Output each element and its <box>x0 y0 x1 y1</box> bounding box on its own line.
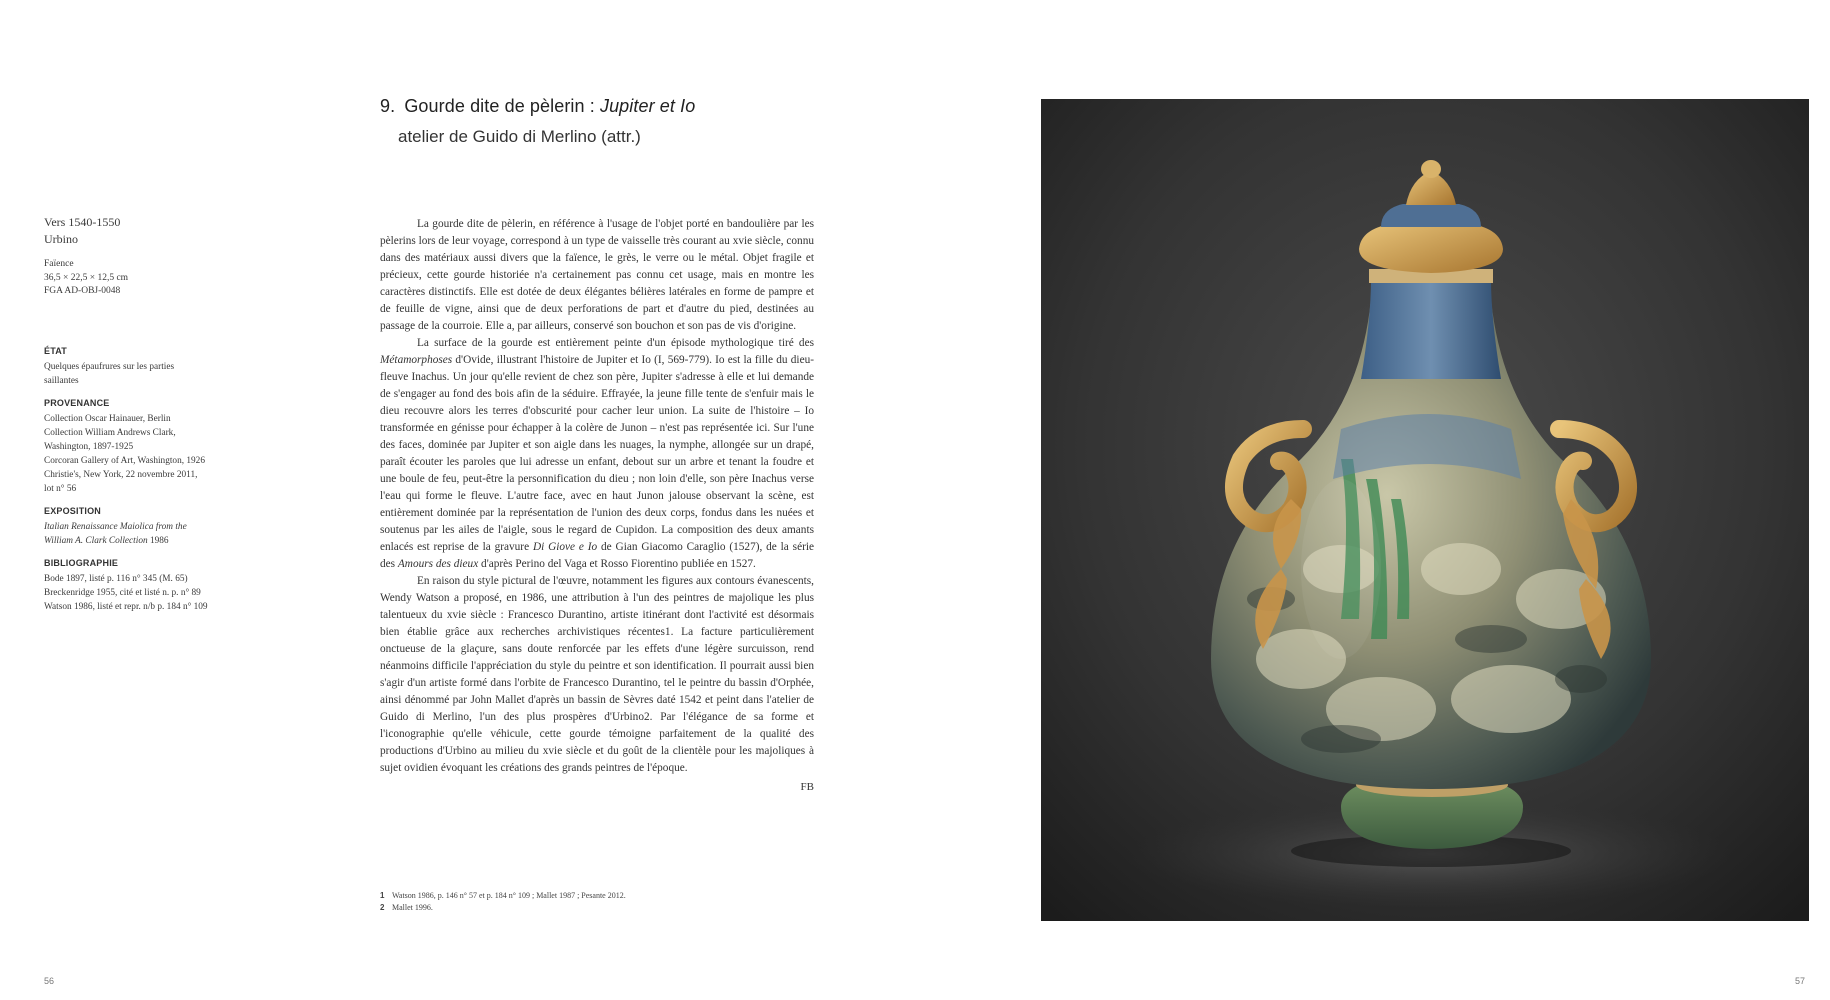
object-inventory: FGA AD-OBJ-0048 <box>44 286 121 296</box>
provenance-heading: PROVENANCE <box>44 397 110 408</box>
exposition-year: 1986 <box>147 535 169 546</box>
essay-body <box>380 216 814 796</box>
object-date: Vers 1540-1550 <box>44 215 121 229</box>
object-photograph <box>1041 99 1809 921</box>
entry-title-main: Gourde dite de pèlerin : <box>404 96 595 116</box>
entry-subtitle: atelier de Guido di Merlino (attr.) <box>398 127 641 146</box>
pilgrim-flask-image <box>1041 99 1809 921</box>
object-dimensions: 36,5 × 22,5 × 12,5 cm <box>44 272 129 283</box>
page-number-left: 56 <box>44 976 55 986</box>
entry-title-block <box>380 96 900 147</box>
entry-number: 9. <box>380 96 396 116</box>
bibliographie-heading: BIBLIOGRAPHIE <box>44 557 119 568</box>
provenance-item: Corcoran Gallery of Art, Washington, 1926 <box>44 455 205 466</box>
bibliography-item: Watson 1986, listé et repr. n/b p. 184 n° 109 <box>44 601 208 612</box>
entry-title <box>380 96 900 117</box>
bibliography-item: Breckenridge 1955, cité et listé n. p. n° 89 <box>44 587 201 598</box>
essay-paragraph-1: La gourde dite de pèlerin, en référence à l'usage de l'objet porté en bandoulière par les pèlerins lors de leur voyage, correspond à un type de vaisselle très courant au xvie siècle, connu dans des matériaux aussi divers que la faïence, le grès, le verre ou le métal. Objet fragile et précieux, cette gourde historiée n'a certainement pas connu cet usage, mais en montre les caractères distinctifs. Elle est dotée de deux élégantes bélières latérales en forme de pampre et de feuille de vigne, ainsi que de deux perforations de part et d'autre du pied, destinées au passage de la courroie. Elle a, par ailleurs, conservé son bouchon et son pas de vis d'origine. <box>380 218 814 332</box>
author-initials: FB <box>800 781 814 793</box>
provenance-item: Collection Oscar Hainauer, Berlin <box>44 413 171 424</box>
object-material: Faïence <box>44 259 74 269</box>
page-number-right: 57 <box>1795 976 1806 986</box>
bibliography-item: Bode 1897, listé p. 116 n° 345 (M. 65) <box>44 573 188 584</box>
essay-paragraph-3: En raison du style pictural de l'œuvre, notamment les figures aux contours évanescents, Wendy Watson a proposé, en 1986, une attribution à l'un des peintres de majolique les plus talentueux du xvie siècle : Francesco Durantino, artiste itinérant dont l'activité est désormais bien établie grâce aux recherches archivistiques récentes1. La facture particulièrement onctueuse de la glaçure, sans doute renforcée par les effets d'une légère surcuisson, rend néanmoins difficile l'appréciation du style du peintre et son identification. Il pourrait aussi bien s'agir d'un artiste formé dans l'orbite de Francesco Durantino, tel le peintre du bassin d'Orphée, ainsi dénommé par John Mallet d'après un bassin de Sèvres daté 1542 et peint dans l'atelier de Guido di Merlino, l'un des plus prospères d'Urbino2. Par l'élégance de sa forme et l'iconographie qu'elle véhicule, cette gourde témoigne parfaitement de la qualité des productions d'Urbino au milieu du xvie siècle et du goût de la clientèle pour les majoliques à sujet ovidien évoquant les créations des grands peintres de l'époque. <box>380 575 814 774</box>
exposition-title: Italian Renaissance Maiolica from the William A. Clark Collection <box>44 521 187 546</box>
entry-title-italic: Jupiter et Io <box>599 96 696 116</box>
provenance-item: Christie's, New York, 22 novembre 2011, lot n° 56 <box>44 469 198 494</box>
essay-paragraph-2: La surface de la gourde est entièrement peinte d'un épisode mythologique tiré des Métamorphoses d'Ovide, illustrant l'histoire de Jupiter et Io (I, 569-779). Io est la fille du dieu-fleuve Inachus. Un jour qu'elle revient de chez son père, Jupiter s'adresse à elle et lui demande de s'engager au fond des bois afin de la séduire. Effrayée, la jeune fille tente de s'enfuir mais le dieu recouvre alors les terres d'obscurité pour cacher leur union. La suite de l'histoire – Io transformée en génisse pour échapper à la colère de Junon – n'est pas représentée ici. Sur l'une des faces, dominée par Jupiter et son aigle dans les nuages, la nymphe, allongée sur un drapé, paraît écouter les paroles que lui adresse un enfant, debout sur un arbre et tenant la foudre et une boule de feu, peut-être la personnification du dieu ; non loin d'elle, son père Inachus verse l'eau qui forme le fleuve. L'autre face, avec en haut Junon jalouse observant la scène, est entièrement dominée par la représentation de l'union des deux corps, fondus dans les nuées et soutenus par les ailes de l'aigle, sous le regard de Cupidon. La composition des deux amants enlacés est reprise de la gravure Di Giove e Io de Gian Giacomo Caraglio (1527), de la série des Amours des dieux d'après Perino del Vaga et Rosso Fiorentino publiée en 1527. <box>380 337 814 570</box>
object-details-sidebar <box>44 214 224 614</box>
etat-heading: ÉTAT <box>44 345 67 356</box>
footnote: 1 Watson 1986, p. 146 n° 57 et p. 184 n° 109 ; Mallet 1987 ; Pesante 2012. <box>380 891 626 900</box>
provenance-item: Collection William Andrews Clark, Washington, 1897-1925 <box>44 427 176 452</box>
exposition-item <box>44 520 204 548</box>
exposition-heading: EXPOSITION <box>44 505 102 516</box>
footnotes <box>380 890 780 914</box>
footnote: 2 Mallet 1996. <box>380 903 433 912</box>
object-place: Urbino <box>44 232 78 246</box>
etat-text: Quelques épaufrures sur les parties saillantes <box>44 361 175 386</box>
